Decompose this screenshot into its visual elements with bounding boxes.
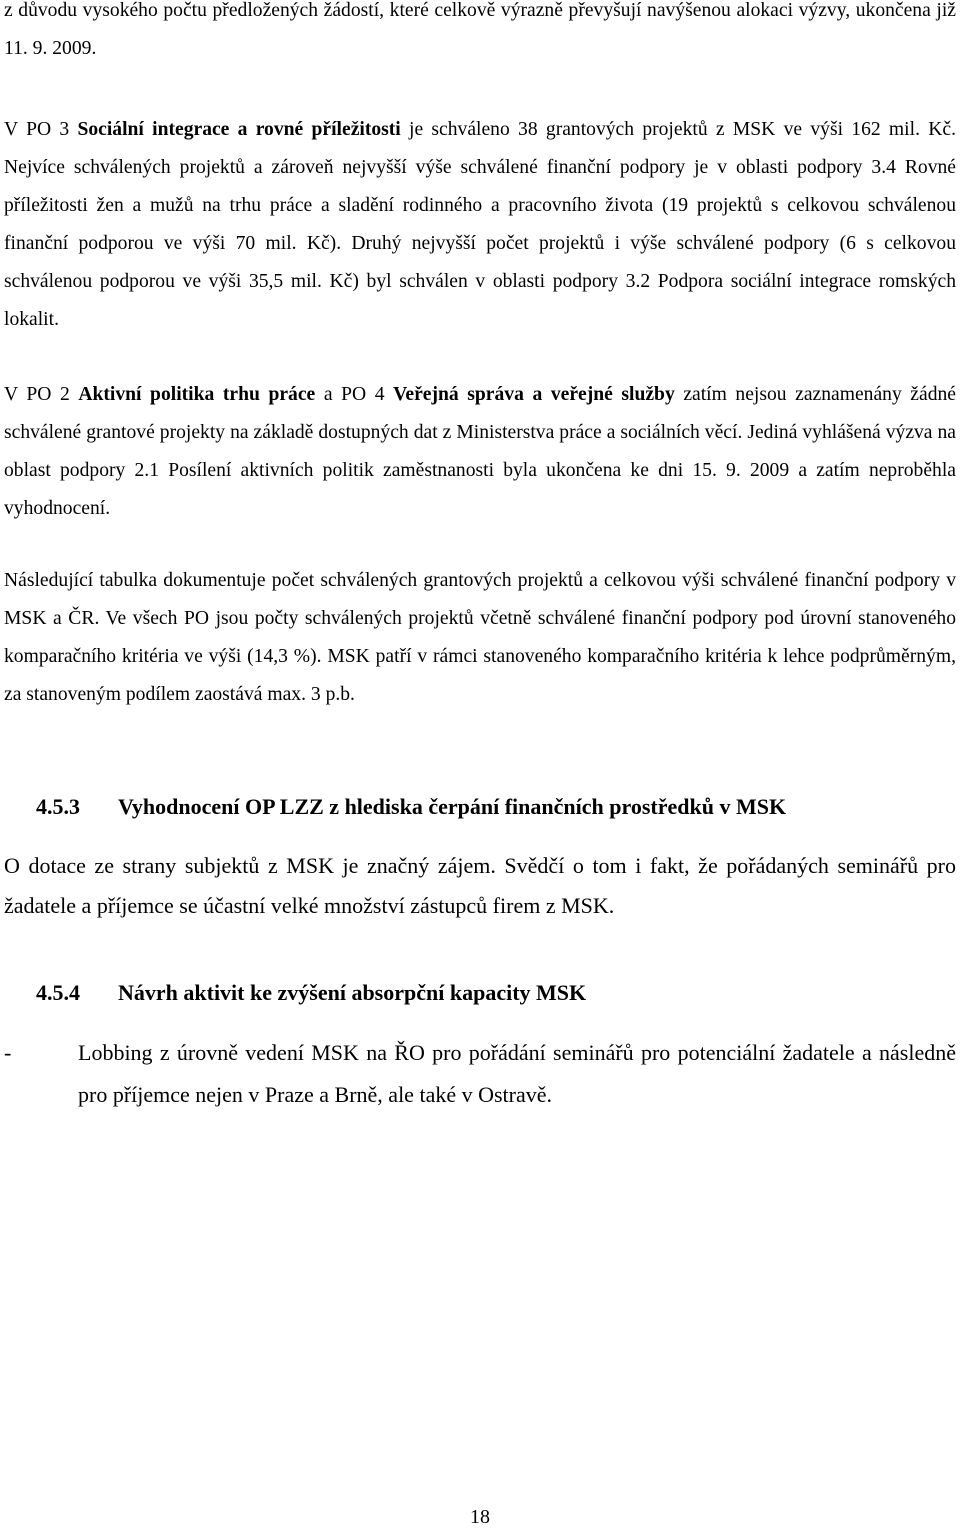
section-number: 4.5.4 xyxy=(36,980,80,1005)
paragraph-po4-mid: a PO 4 xyxy=(315,384,394,405)
list-item-text: Lobbing z úrovně vedení MSK na ŘO pro pořádání seminářů pro potenciální žadatele a následně pro příjemce nejen v Praze a Brně, ale také v Ostravě. xyxy=(78,1040,956,1107)
list-item-marker: - xyxy=(4,1040,12,1065)
paragraph-po3-rest: je schváleno 38 grantových projektů z MSK ve výši 162 mil. Kč. Nejvíce schválených projektů a zároveň nejvyšší výše schválené finanční podpory je v oblasti podpory 3.4 Rovné příležitosti žen a mužů na trhu práce a sladění rodinného a pracovního života (19 projektů s celkovou schválenou finanční podporou ve výši 70 mil. Kč). Druhý nejvyšší počet projektů i výše schválené podpory (6 s celkovou schválenou podporou ve výši 35,5 mil. Kč) byl schválen v oblasti podpory 3.2 Podpora sociální integrace romských lokalit. xyxy=(4,119,956,330)
paragraph-po3-lead: V PO 3 xyxy=(4,119,78,140)
paragraph-po2-po4-rest: zatím nejsou zaznamenány žádné schválené grantové projekty na základě dostupných dat z Ministerstva práce a sociálních věcí. Jediná vyhlášená výzva na oblast podpory 2.1 Posílení aktivních politik zaměstnanosti byla ukončena ke dni 15. 9. 2009 a zatím neproběhla vyhodnocení. xyxy=(4,384,956,519)
paragraph-table-intro: Následující tabulka dokumentuje počet schválených grantových projektů a celkovou výši schválené finanční podpory v MSK a ČR. Ve všech PO jsou počty schválených projektů včetně schválené finanční podpory pod úrovní stanoveného komparačního kritéria ve výši (14,3 %). MSK patří v rámci stanoveného komparačního kritéria k lehce podprůměrným, za stanoveným podílem zaostává max. 3 p.b. xyxy=(4,570,956,705)
paragraph-po3-bold: Sociální integrace a rovné příležitosti xyxy=(77,119,401,140)
paragraph-po2-bold: Aktivní politika trhu práce xyxy=(78,384,316,405)
paragraph-po3 xyxy=(4,111,956,339)
paragraph-po2-lead: V PO 2 xyxy=(4,384,79,405)
section-heading-4-5-3 xyxy=(36,794,786,820)
section-title: Vyhodnocení OP LZZ z hlediska čerpání finančních prostředků v MSK xyxy=(118,794,787,819)
list-item xyxy=(4,1032,956,1116)
paragraph-po4-bold: Veřejná správa a veřejné služby xyxy=(393,384,675,405)
page-number: 18 xyxy=(470,1506,490,1528)
paragraph-po2-po4 xyxy=(4,376,956,528)
section-number: 4.5.3 xyxy=(36,794,80,819)
section-heading-4-5-4 xyxy=(36,980,586,1006)
section-title: Návrh aktivit ke zvýšení absorpční kapacity MSK xyxy=(118,980,587,1005)
paragraph-allocation: z důvodu vysokého počtu předložených žádostí, které celkově výrazně převyšují navýšenou alokaci výzvy, ukončena již 11. 9. 2009. xyxy=(4,0,956,59)
paragraph-dotace: O dotace ze strany subjektů z MSK je značný zájem. Svědčí o tom i fakt, že pořádaných seminářů pro žadatele a příjemce se účastní velké množství zástupců firem z MSK. xyxy=(4,853,956,918)
